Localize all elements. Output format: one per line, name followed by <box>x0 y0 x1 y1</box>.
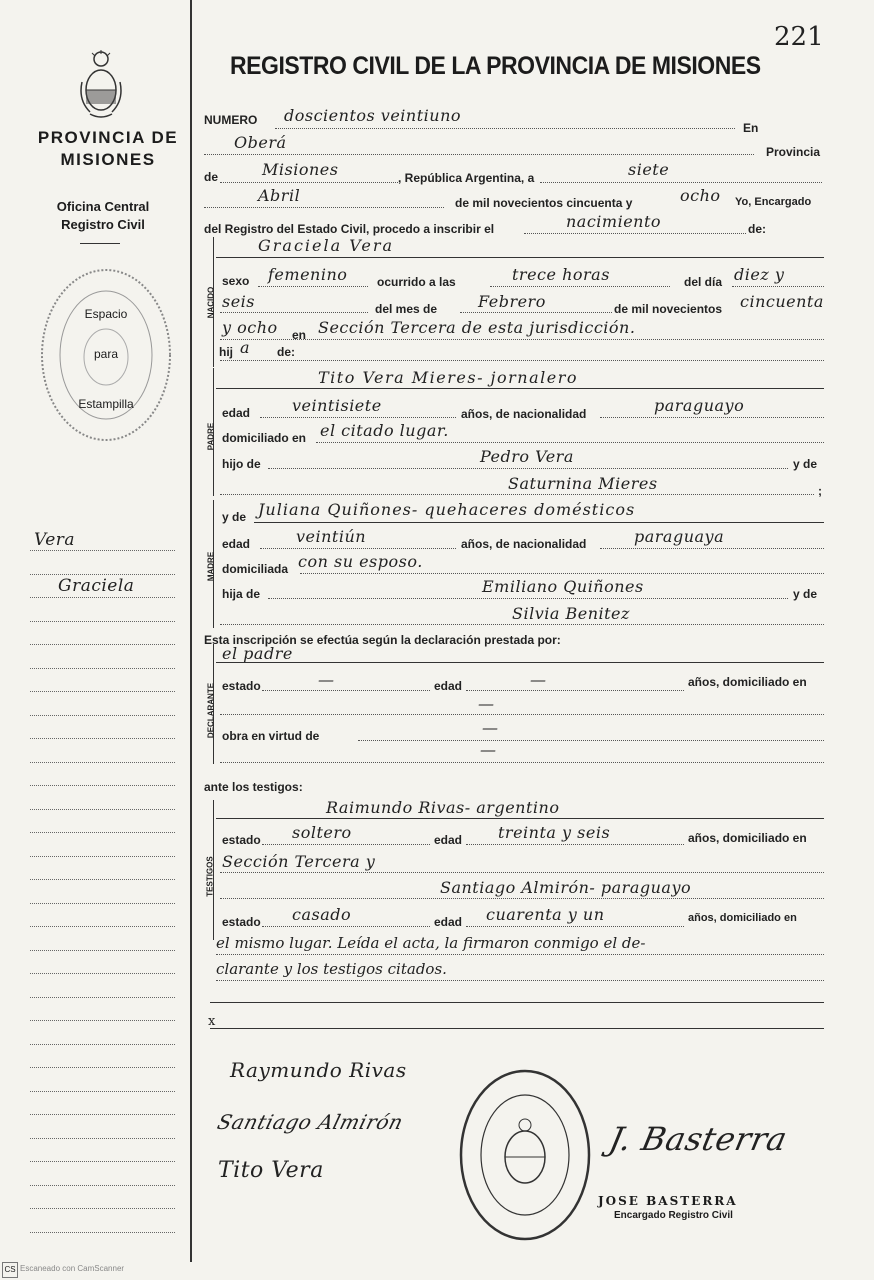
dia-value: diez y <box>734 265 785 284</box>
act-value: nacimiento <box>566 212 662 231</box>
province-title: PROVINCIA DE MISIONES <box>37 128 179 169</box>
province-value: Misiones <box>262 160 339 179</box>
left-index-rule <box>30 715 175 716</box>
registry-seal <box>455 1065 595 1245</box>
ocurrido-label: ocurrido a las <box>377 275 456 289</box>
testigos-section-label: TESTIGOS <box>205 856 215 897</box>
en-label: En <box>743 121 759 135</box>
testigo1-edad-label: edad <box>434 833 463 847</box>
left-index-rule <box>30 1020 175 1021</box>
declarante-anios-label: años, domiciliado en <box>688 675 807 689</box>
nacido-section-label: NACIDO <box>206 286 216 319</box>
left-index-rule <box>30 621 175 622</box>
left-index-rule <box>30 1138 175 1139</box>
left-index-rule <box>30 1208 175 1209</box>
signature-2: Santiago Almirón <box>214 1110 406 1134</box>
del-mes-label: del mes de <box>375 302 438 316</box>
padre-domicilio-value: el citado lugar. <box>320 421 449 440</box>
madre-edad-label: edad <box>222 537 251 551</box>
madre-section-label: MADRE <box>206 551 216 582</box>
year-value: ocho <box>680 186 721 205</box>
madre-yde2-label: y de <box>793 587 818 601</box>
obra-value: — <box>482 718 499 737</box>
left-index-rule <box>30 668 175 669</box>
padre-edad-label: edad <box>222 406 251 420</box>
left-surname: Vera <box>34 530 76 550</box>
obra-value2: — <box>480 740 497 759</box>
officer-name: JOSE BASTERRA <box>598 1194 738 1208</box>
left-index-rule <box>30 785 175 786</box>
testigo1-domicilio: Sección Tercera y <box>222 852 376 871</box>
testigo2-edad-label: edad <box>434 915 463 929</box>
padre-madre-de: Saturnina Mieres <box>508 474 658 493</box>
closing-line1: el mismo lugar. Leída el acta, la firmaron conmigo el de- <box>216 934 646 952</box>
testigo1-estado-label: estado <box>222 833 261 847</box>
scanner-text: Escaneado con CamScanner <box>20 1264 125 1273</box>
madre-anios-label: años, de nacionalidad <box>461 537 587 551</box>
declarante-estado-label: estado <box>222 679 261 693</box>
nacido-name: Graciela Vera <box>258 236 394 255</box>
declarante-domicilio-value: — <box>478 694 495 713</box>
signature-3: Tito Vera <box>218 1158 324 1183</box>
padre-hijo-de-label: hijo de <box>222 457 261 471</box>
mil-label: de mil novecientos <box>614 302 723 316</box>
left-index-rule <box>30 997 175 998</box>
numero-label: NUMERO <box>204 113 258 127</box>
padre-section-label: PADRE <box>206 422 216 451</box>
lugar-en-label: en <box>292 328 307 342</box>
left-index-rule <box>30 644 175 645</box>
stamp-space-line2: para <box>93 347 119 361</box>
testigo2-estado: casado <box>292 905 352 924</box>
hijo-label: hij <box>219 345 233 359</box>
declarante-estado-value: — <box>318 670 335 689</box>
left-index-rule <box>30 903 175 904</box>
left-index-rule <box>30 1232 175 1233</box>
anio-value2: y ocho <box>222 318 278 337</box>
left-index-rule <box>30 1044 175 1045</box>
padre-semicolon: ; <box>818 484 822 498</box>
sexo-value: femenino <box>268 265 348 284</box>
numero-value: doscientos veintiuno <box>284 106 462 125</box>
testigo1-name: Raimundo Rivas- argentino <box>326 798 560 817</box>
madre-edad-value: veintiún <box>296 527 367 546</box>
declarante-section-label: DECLARANTE <box>206 682 216 739</box>
madre-domicilio-value: con su esposo. <box>298 552 423 571</box>
madre-madre-de: Silvia Benitez <box>512 604 630 623</box>
left-index-rule <box>30 738 175 739</box>
stamp-space-line3: Estampilla <box>78 397 134 411</box>
officer-title: Encargado Registro Civil <box>614 1210 733 1221</box>
left-index-rule <box>30 926 175 927</box>
declarante-edad-label: edad <box>434 679 463 693</box>
anio-value: cincuenta <box>740 292 824 311</box>
left-index-rule <box>30 1067 175 1068</box>
padre-yde-label: y de <box>793 457 818 471</box>
de-label: de <box>204 170 219 184</box>
place-value: Oberá <box>234 133 287 152</box>
madre-domicilio-label: domiciliada <box>222 562 289 576</box>
month-value: Abril <box>258 186 301 205</box>
mes-value: Febrero <box>478 292 546 311</box>
madre-padre-de: Emiliano Quiñones <box>482 577 644 596</box>
testigo1-edad: treinta y seis <box>498 823 611 842</box>
testigo2-name: Santiago Almirón- paraguayo <box>440 878 692 897</box>
left-index-rule <box>30 856 175 857</box>
hora-value: trece horas <box>512 265 610 284</box>
de3-label: de: <box>748 222 766 236</box>
left-index-rule <box>30 1091 175 1092</box>
page-number: 221 <box>774 22 824 52</box>
left-index-rule <box>30 597 175 598</box>
left-index-rule <box>30 1161 175 1162</box>
declarante-intro: Esta inscripción se efectúa según la declaración prestada por: <box>204 633 561 647</box>
sexo-label: sexo <box>222 274 250 288</box>
provincia-label: Provincia <box>766 145 821 159</box>
madre-hija-de-label: hija de <box>222 587 261 601</box>
stamp-space-line1: Espacio <box>84 307 128 321</box>
officer-signature: J. Basterra <box>605 1120 791 1158</box>
day-value: siete <box>628 160 670 179</box>
office-title: Oficina Central Registro Civil <box>56 199 150 232</box>
left-index-rule <box>30 574 175 575</box>
closing-line2: clarante y los testigos citados. <box>216 960 447 978</box>
left-index-rule <box>30 691 175 692</box>
left-index-rule <box>30 762 175 763</box>
padre-domicilio-label: domiciliado en <box>222 431 307 445</box>
page-divider <box>190 0 192 1262</box>
dia-value2: seis <box>222 292 256 311</box>
left-index-rule <box>30 809 175 810</box>
left-index-rule <box>30 879 175 880</box>
yo-label: Yo, Encargado <box>735 196 812 208</box>
testigo2-anios-label: años, domiciliado en <box>688 912 797 924</box>
testigo1-estado: soltero <box>292 823 352 842</box>
declarante-edad-value: — <box>530 670 547 689</box>
madre-nacionalidad: paraguaya <box>634 527 725 546</box>
madre-yde-label: y de <box>222 510 247 524</box>
lugar-value: Sección Tercera de esta jurisdicción. <box>318 318 636 337</box>
left-index-rule <box>30 973 175 974</box>
padre-padre-de: Pedro Vera <box>480 447 574 466</box>
obra-label: obra en virtud de <box>222 729 320 743</box>
padre-edad-value: veintisiete <box>292 396 382 415</box>
left-index-rule <box>30 832 175 833</box>
seal-ring-icon <box>455 1065 595 1245</box>
padre-name: Tito Vera Mieres- jornalero <box>318 368 579 387</box>
left-index-rule <box>30 1185 175 1186</box>
testigo1-anios-label: años, domiciliado en <box>688 831 807 845</box>
hijo-value: a <box>240 338 251 357</box>
stamp-space <box>36 265 176 445</box>
padre-anios-label: años, de nacionalidad <box>461 407 587 421</box>
scanner-badge: CS <box>2 1262 18 1278</box>
signature-1: Raymundo Rivas <box>230 1058 407 1082</box>
document-title: REGISTRO CIVIL DE LA PROVINCIA DE MISIONES <box>230 52 761 80</box>
signature-x-mark: x <box>208 1014 216 1029</box>
registro-label: del Registro del Estado Civil, procedo a inscribir el <box>204 222 495 236</box>
testigo2-estado-label: estado <box>222 915 261 929</box>
madre-name: Juliana Quiñones- quehaceres domésticos <box>258 500 636 519</box>
left-index-rule <box>30 1114 175 1115</box>
del-dia-label: del día <box>684 275 723 289</box>
left-index-rule <box>30 950 175 951</box>
declarante-value: el padre <box>222 644 293 663</box>
office-divider <box>80 243 120 244</box>
year-label: de mil novecientos cincuenta y <box>455 196 633 210</box>
left-index-rule <box>30 550 175 551</box>
testigo2-edad: cuarenta y un <box>486 905 605 924</box>
coat-of-arms-icon <box>78 50 124 120</box>
left-given-name: Graciela <box>58 576 135 596</box>
padre-nacionalidad: paraguayo <box>654 396 745 415</box>
republica-label: , República Argentina, a <box>398 171 535 185</box>
hijo-de-label: de: <box>277 345 295 359</box>
testigos-intro: ante los testigos: <box>204 780 303 794</box>
